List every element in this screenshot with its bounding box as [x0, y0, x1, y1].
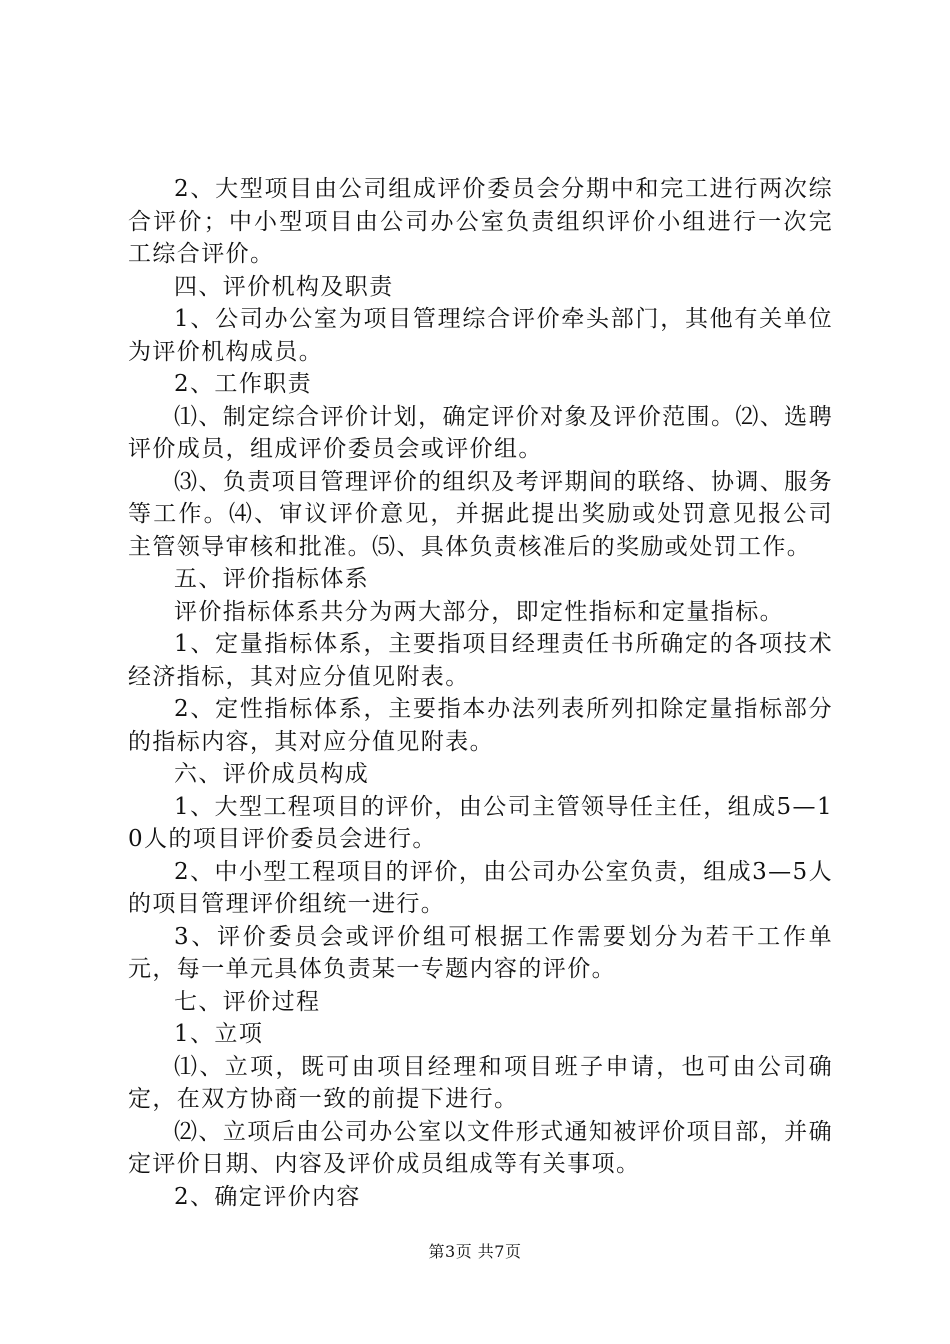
paragraph-9: 1、定量指标体系，主要指项目经理责任书所确定的各项技术经济指标，其对应分值见附表。	[128, 631, 833, 690]
section-heading-4: 四、评价机构及职责	[174, 273, 394, 300]
paragraph-6: ⑶、负责项目管理评价的组织及考评期间的联络、协调、服务等工作。⑷、审议评价意见，并据此提出奖励或处罚意见报公司主管领导审核和批准。⑸、具体负责核准后的奖励或处罚工作。	[128, 468, 833, 560]
paragraph-17: ⑴、立项，既可由项目经理和项目班子申请，也可由公司确定，在双方协商一致的前提下进行。	[128, 1053, 833, 1112]
paragraph-12: 1、大型工程项目的评价，由公司主管领导任主任，组成5—10人的项目评价委员会进行。	[128, 793, 833, 852]
page-footer: 第3页 共7页	[428, 1242, 522, 1261]
paragraph-4: 2、工作职责	[174, 371, 313, 397]
paragraph-16: 1、立项	[174, 1021, 264, 1047]
paragraph-19: 2、确定评价内容	[174, 1183, 361, 1210]
paragraph-1: 2、大型项目由公司组成评价委员会分期中和完工进行两次综合评价；中小型项目由公司办公室负责组织评价小组进行一次完工综合评价。	[128, 176, 833, 267]
paragraph-8: 评价指标体系共分为两大部分，即定性指标和定量指标。	[174, 598, 784, 625]
paragraph-18: ⑵、立项后由公司办公室以文件形式通知被评价项目部，并确定评价日期、内容及评价成员组成等有关事项。	[128, 1118, 833, 1177]
paragraph-3: 1、公司办公室为项目管理综合评价牵头部门，其他有关单位为评价机构成员。	[128, 306, 833, 365]
section-heading-5: 五、评价指标体系	[174, 566, 370, 592]
paragraph-13: 2、中小型工程项目的评价，由公司办公室负责，组成3—5人的项目管理评价组统一进行。	[128, 858, 833, 917]
section-heading-6: 六、评价成员构成	[174, 761, 370, 787]
paragraph-5: ⑴、制定综合评价计划，确定评价对象及评价范围。⑵、选聘评价成员，组成评价委员会或评价组。	[128, 403, 833, 462]
document-body	[128, 173, 833, 1213]
section-heading-7: 七、评价过程	[174, 988, 321, 1015]
paragraph-10: 2、定性指标体系，主要指本办法列表所列扣除定量指标部分的指标内容，其对应分值见附表。	[128, 696, 833, 755]
paragraph-14: 3、评价委员会或评价组可根据工作需要划分为若干工作单元，每一单元具体负责某一专题内容的评价。	[128, 923, 833, 982]
